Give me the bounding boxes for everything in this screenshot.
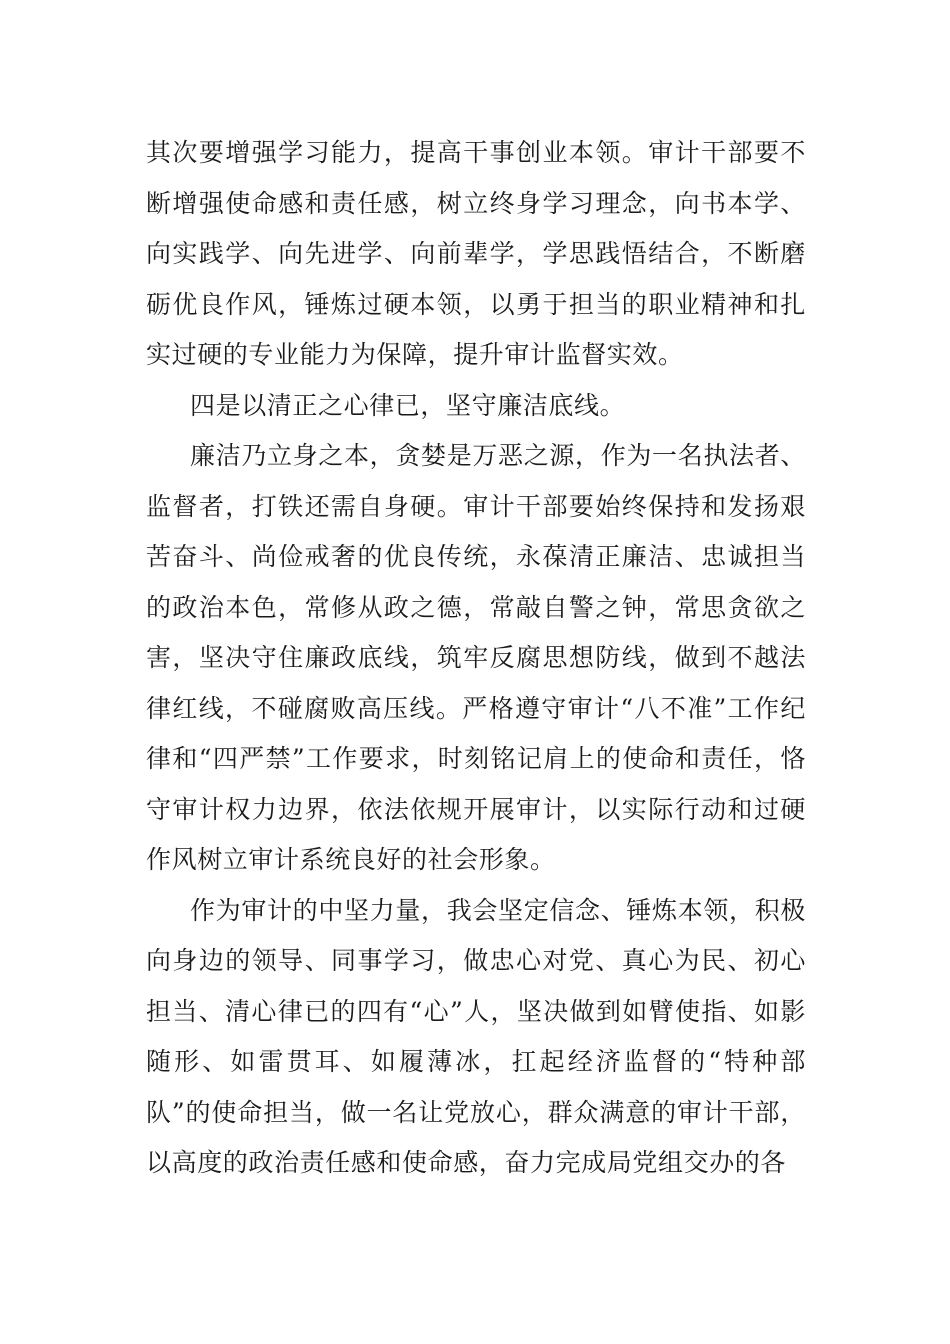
paragraph-heading-integrity: 四是以清正之心律已，坚守廉洁底线。 — [190, 390, 626, 420]
paragraph-commitment: 作为审计的中坚力量，我会坚定信念、锤炼本领，积极向身边的领导、同事学习，做忠心对党、真心为民、初心担当、清心律已的四有“心”人，坚决做到如臂使指、如影随形、如雷贯耳、如履薄冰，扛起经济监督的“特种部队”的使命担当，做一名让党放心，群众满意的审计干部，以高度的政治责任感和使命感，奋力完成局党组交办的各 — [146, 895, 806, 1177]
paragraph-learning-ability: 其次要增强学习能力，提高干事创业本领。审计干部要不断增强使命感和责任感，树立终身学习理念，向书本学、向实践学、向先进学、向前辈学，学思践悟结合，不断磨砺优良作风，锤炼过硬本领，以勇于担当的职业精神和扎实过硬的专业能力为保障，提升审计监督实效。 — [146, 138, 806, 369]
document-body — [146, 128, 806, 1189]
paragraph-integrity-foundation: 廉洁乃立身之本，贪婪是万恶之源，作为一名执法者、监督者，打铁还需自身硬。审计干部要始终保持和发扬艰苦奋斗、尚俭戒奢的优良传统，永葆清正廉洁、忠诚担当的政治本色，常修从政之德，常敲自警之钟，常思贪欲之害，坚决守住廉政底线，筑牢反腐思想防线，做到不越法律红线，不碰腐败高压线。严格遵守审计“八不准”工作纪律和“四严禁”工作要求，时刻铭记肩上的使命和责任，恪守审计权力边界，依法依规开展审计，以实际行动和过硬作风树立审计系统良好的社会形象。 — [146, 441, 806, 874]
